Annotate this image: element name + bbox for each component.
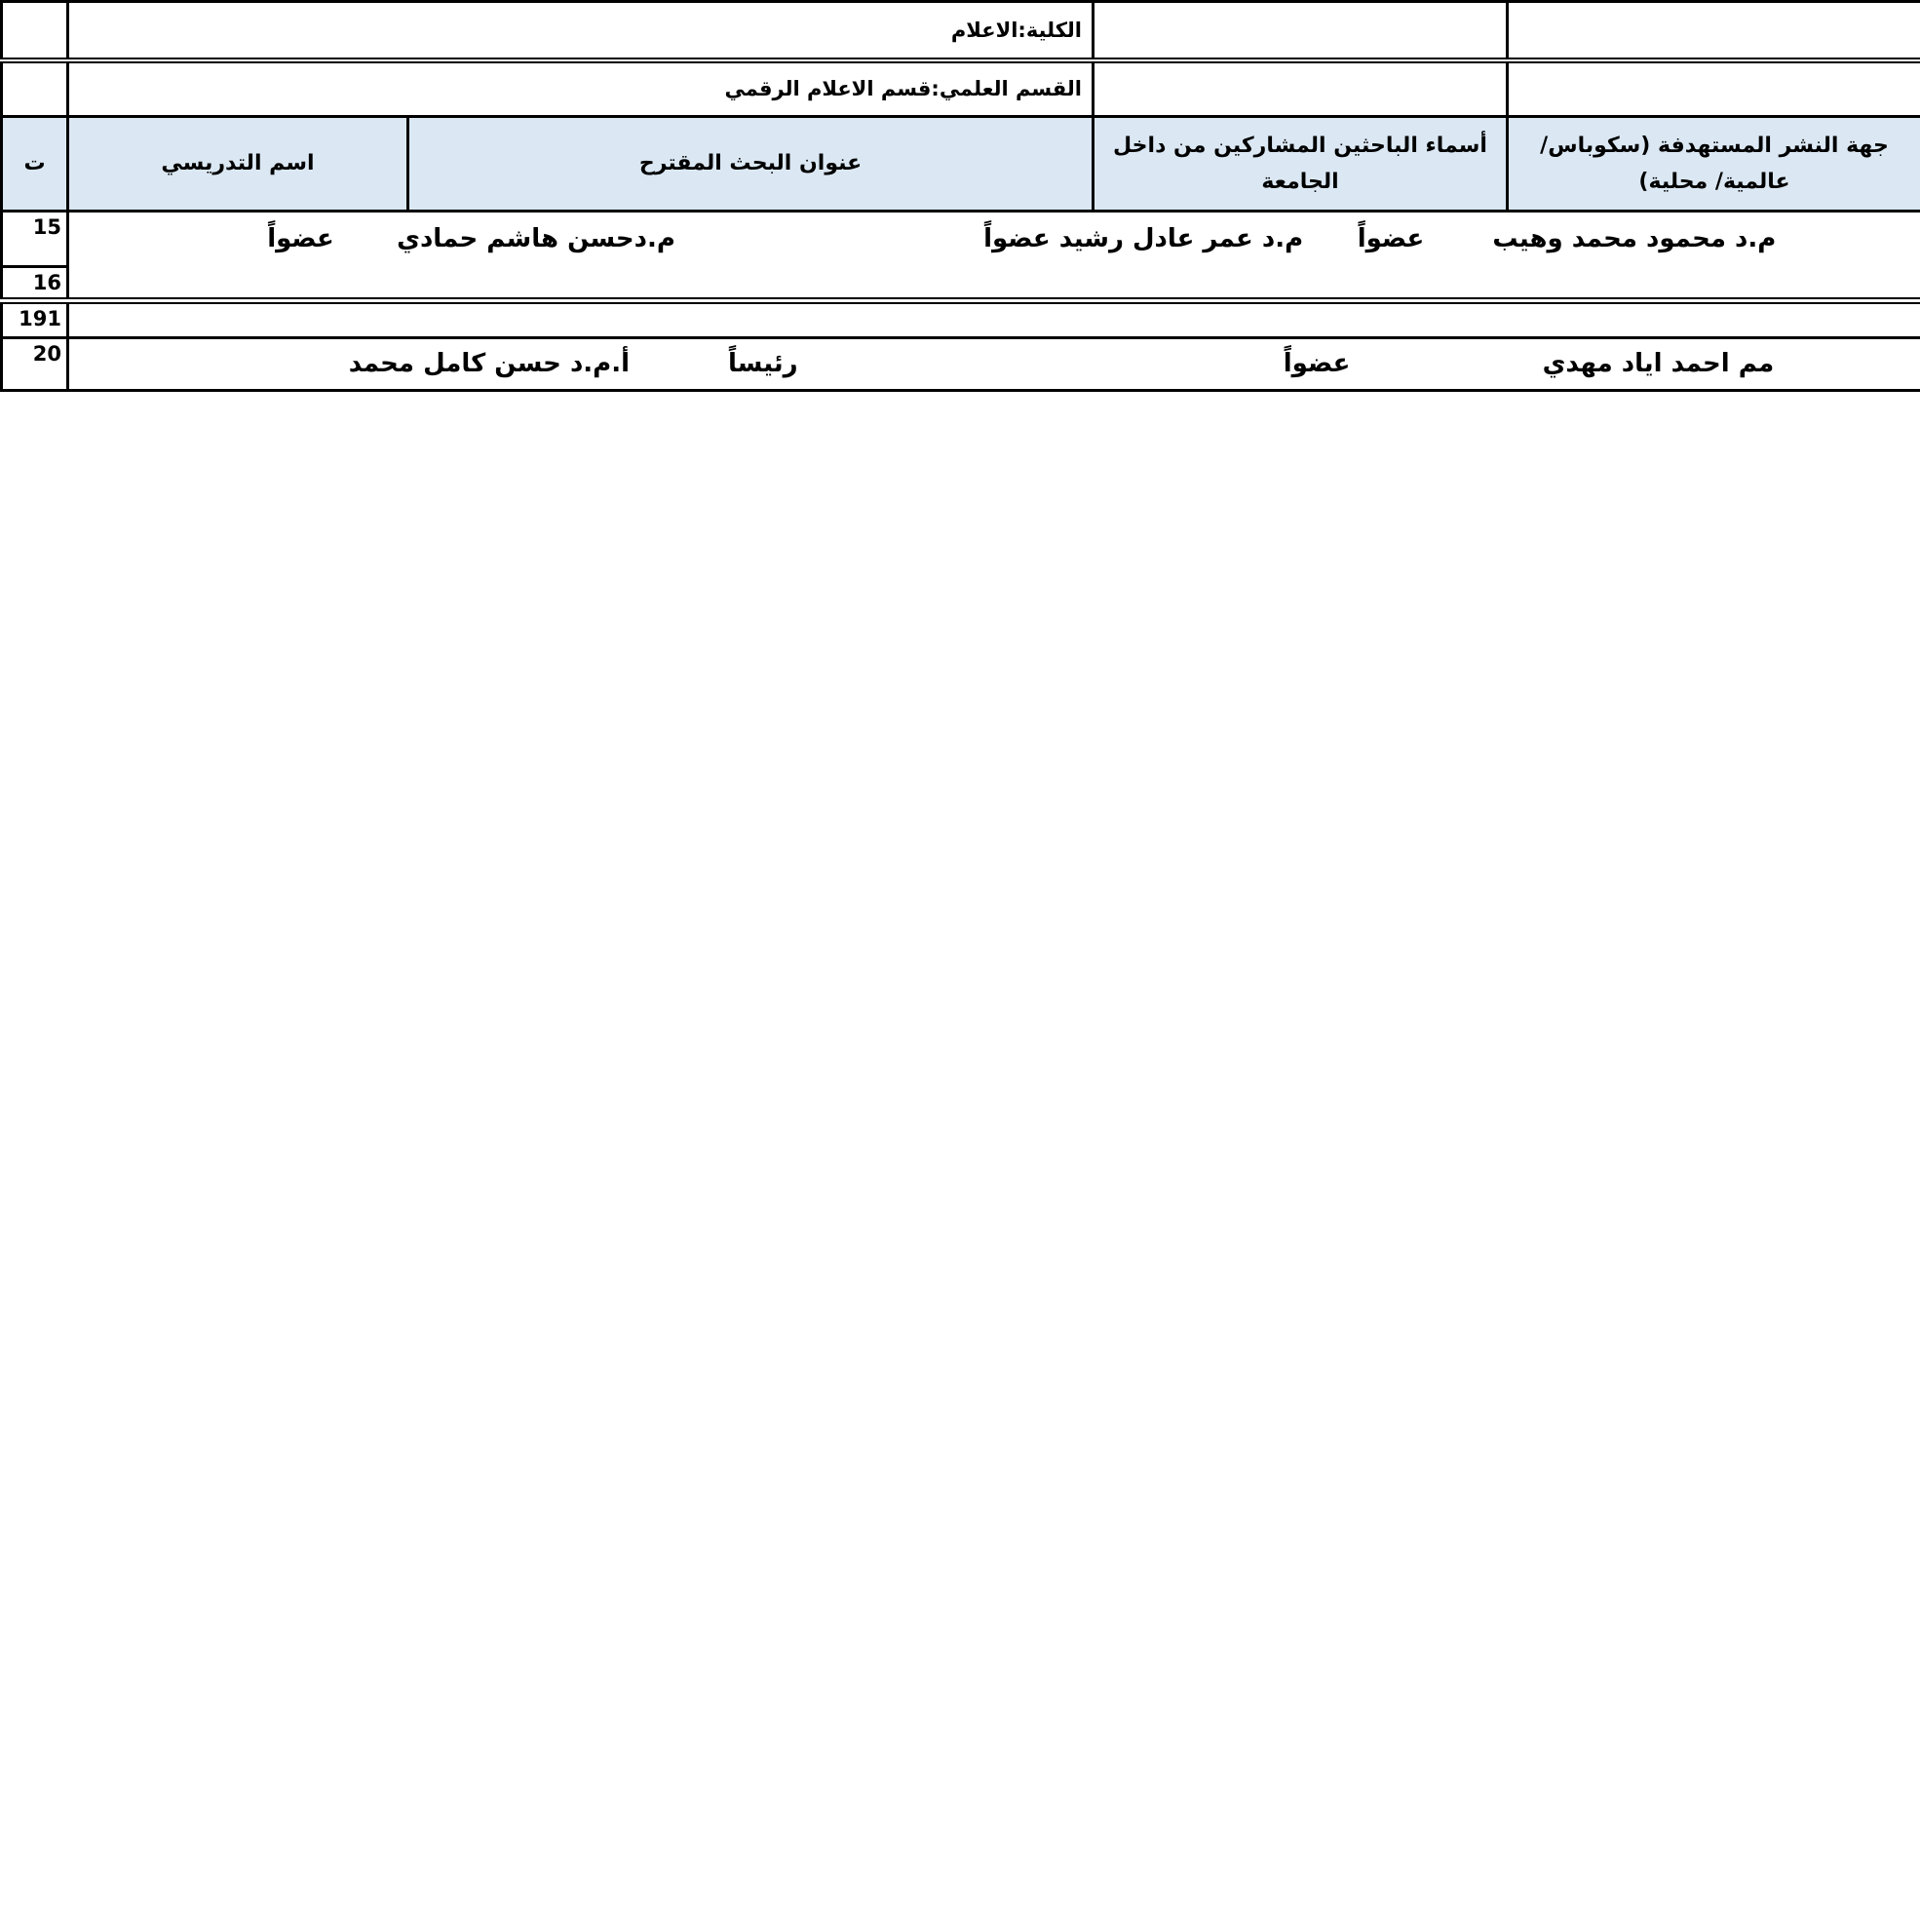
research-proposals-table [0,0,1920,392]
committee-chairman-cell [68,338,1920,391]
header-col-no: ت [2,117,68,212]
header-col-title: عنوان البحث المقترح [408,117,1094,212]
committee-member-name: أ.م.د حسن كامل محمد [348,349,631,378]
row-number: 191 [2,301,68,338]
college-row-empty-cell-1 [1094,2,1508,60]
committee-role-label: عضواً [1357,224,1425,253]
committee-row-chairman [2,338,1920,391]
row-number: 16 [2,267,68,301]
department-cell: القسم العلمي:قسم الاعلام الرقمي [68,60,1094,117]
committee-member-name: م.د عمر عادل رشيد عضواً [983,224,1304,253]
college-row-corner-cell [2,2,68,60]
committee-role-label: رئيساً [728,349,798,378]
row-number: 20 [2,338,68,391]
committee-role-label: عضواً [1283,349,1351,378]
committee-member-name: م.دحسن هاشم حمادي [397,224,675,253]
header-col-teacher: اسم التدريسي [68,117,408,212]
college-row [2,2,1920,60]
committee-role-label: عضواً [267,224,334,253]
committee-member-name: مم احمد اياد مهدي [1542,349,1775,378]
committee-member-name: م.د محمود محمد وهيب [1492,224,1777,253]
header-col-researchers: أسماء الباحثين المشاركين من داخل الجامعة [1094,117,1508,212]
college-cell: الكلية:الاعلام [68,2,1094,60]
committee-row-members [2,212,1920,267]
empty-row-191 [2,301,1920,338]
department-row-empty-cell-1 [1094,60,1508,117]
department-row-empty-cell-2 [1508,60,1920,117]
committee-members-line [69,213,1920,297]
header-col-venue: جهة النشر المستهدفة (سكوباس/ عالمية/ محلية) [1508,117,1920,212]
department-row-corner-cell [2,60,68,117]
table-header-row [2,117,1920,212]
department-row [2,60,1920,117]
committee-chairman-line [69,339,1920,389]
row-number: 15 [2,212,68,267]
college-row-empty-cell-2 [1508,2,1920,60]
committee-members-cell [68,212,1920,301]
empty-row-cell [68,301,1920,338]
